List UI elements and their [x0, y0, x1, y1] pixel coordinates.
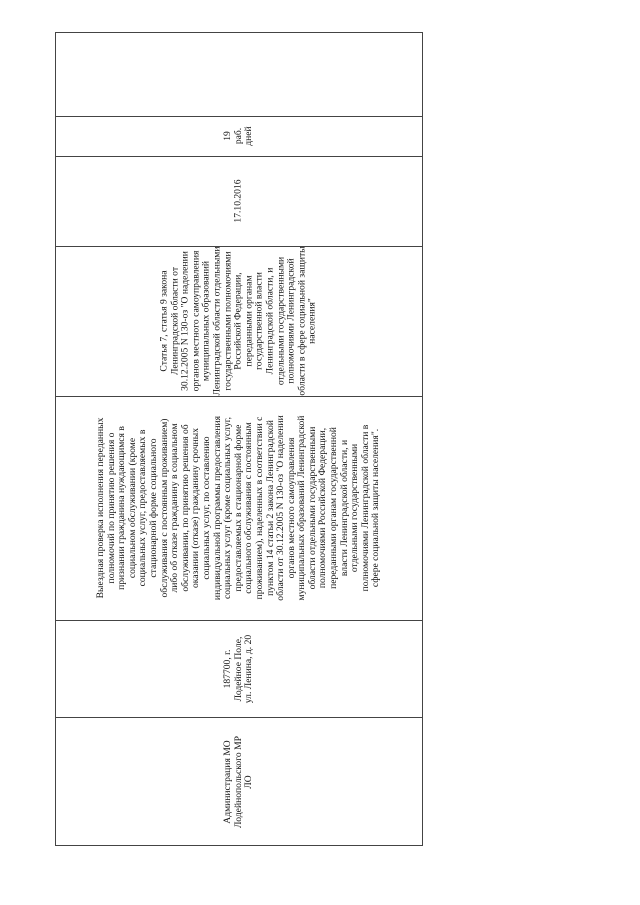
- separator-3: [56, 246, 422, 247]
- legal-basis-text: [160, 246, 319, 396]
- basis-line-12: отдельными государственными: [275, 256, 287, 386]
- basis-line-13: полномочиями Ленинградской: [285, 258, 297, 384]
- basis-line-8: Российской Федерации,: [232, 272, 244, 370]
- subject-text: [96, 396, 382, 620]
- basis-line-15: населения": [306, 298, 318, 344]
- subject-line-15: социального обслуживания с постоянным: [243, 422, 255, 594]
- subject-line-27: сфере социальной защиты населения".: [370, 428, 382, 588]
- cell-address: [56, 620, 422, 717]
- cell-duration: [56, 116, 422, 156]
- separator-6: [56, 717, 422, 718]
- subject-line-23: переданными органам государственной: [328, 427, 340, 589]
- subject-line-16: проживанием), наделенных в соответствии с: [253, 416, 265, 600]
- basis-line-7: государственными полномочиями: [222, 251, 234, 391]
- start-date-text: [234, 156, 245, 246]
- subject-line-9: обслуживании, по принятию решения об: [179, 424, 191, 592]
- organization-line-2: Лодейнопольского МР: [232, 736, 244, 828]
- basis-line-14: области в сфере социальной защиты: [296, 246, 308, 396]
- inspection-table: [55, 32, 423, 846]
- subject-line-14: предоставляемых в стационарной форме: [232, 424, 244, 592]
- basis-line-4: органов местного самоуправления: [190, 250, 202, 392]
- subject-line-25: отдельными государственными: [349, 443, 361, 573]
- subject-line-20: муниципальных образований Ленинградской: [296, 415, 308, 601]
- cell-organization: [56, 717, 422, 847]
- cell-empty: [56, 33, 422, 116]
- subject-line-11: социальных услуг, по составлению: [200, 436, 212, 580]
- subject-line-26: полномочиями Ленинградской области в: [359, 424, 371, 592]
- duration-unit-1: раб.: [232, 127, 244, 145]
- address-line-1: 187700, г.: [222, 649, 234, 688]
- subject-line-24: власти Ленинградской области, и: [338, 439, 350, 577]
- start-date: 17.10.2016: [232, 179, 244, 223]
- subject-line-10: оказании (отказе) гражданину срочных: [190, 427, 202, 589]
- subject-line-21: области отдельными государственными: [306, 426, 318, 590]
- subject-line-1: Выездная проверка исполнения переданных: [94, 417, 106, 599]
- basis-line-10: государственной власти: [253, 272, 265, 370]
- separator-1: [56, 116, 422, 117]
- duration-text: [223, 116, 255, 156]
- address-text: [223, 620, 255, 717]
- separator-5: [56, 620, 422, 621]
- subject-line-6: стационарной форме социального: [147, 438, 159, 578]
- subject-line-12: индивидуальной программы предоставления: [211, 415, 223, 601]
- organization-line-3: ЛО: [243, 775, 255, 789]
- cell-legal-basis: [56, 246, 422, 396]
- organization-text: [223, 717, 255, 847]
- duration-unit-2: дней: [243, 126, 255, 146]
- subject-line-4: социальном обслуживании (кроме: [126, 437, 138, 579]
- duration-number: 19: [222, 131, 234, 141]
- subject-line-13: социальных услуг (кроме социальных услуг,: [222, 416, 234, 600]
- basis-line-9: переданными органам: [243, 275, 255, 367]
- basis-line-6: Ленинградской области отдельными: [211, 246, 223, 396]
- subject-line-5: социальных услуг, предоставляемых в: [137, 429, 149, 587]
- basis-line-5: муниципальных образований: [200, 260, 212, 382]
- basis-line-3: 30.12.2005 N 130-оз "О наделении: [179, 251, 191, 391]
- separator-2: [56, 156, 422, 157]
- cell-subject: [56, 396, 422, 620]
- subject-line-22: полномочиями Российской Федерации,: [317, 427, 329, 589]
- subject-line-19: органов местного самоуправления: [285, 437, 297, 579]
- subject-line-8: либо об отказе гражданину в социальном: [169, 423, 181, 593]
- basis-line-11: Ленинградской области, и: [264, 267, 276, 375]
- basis-line-1: Статья 7, статья 9 закона: [158, 270, 170, 372]
- separator-4: [56, 396, 422, 397]
- subject-line-17: пунктом 14 статьи 2 закона Ленинградской: [264, 420, 276, 596]
- basis-line-2: Ленинградской области от: [169, 266, 181, 376]
- address-line-2: Лодейное Поле,: [232, 636, 244, 701]
- address-line-3: ул. Ленина, д. 20: [243, 634, 255, 703]
- subject-line-18: области от 30.12.2005 N 130-оз "О наделении: [275, 415, 287, 601]
- organization-line-1: Администрация МО: [222, 740, 234, 824]
- subject-line-3: признании гражданина нуждающимся в: [116, 426, 128, 590]
- subject-line-2: полномочий по принятию решения о: [105, 432, 117, 584]
- subject-line-7: обслуживания с постоянным проживанием): [158, 418, 170, 598]
- cell-start-date: [56, 156, 422, 246]
